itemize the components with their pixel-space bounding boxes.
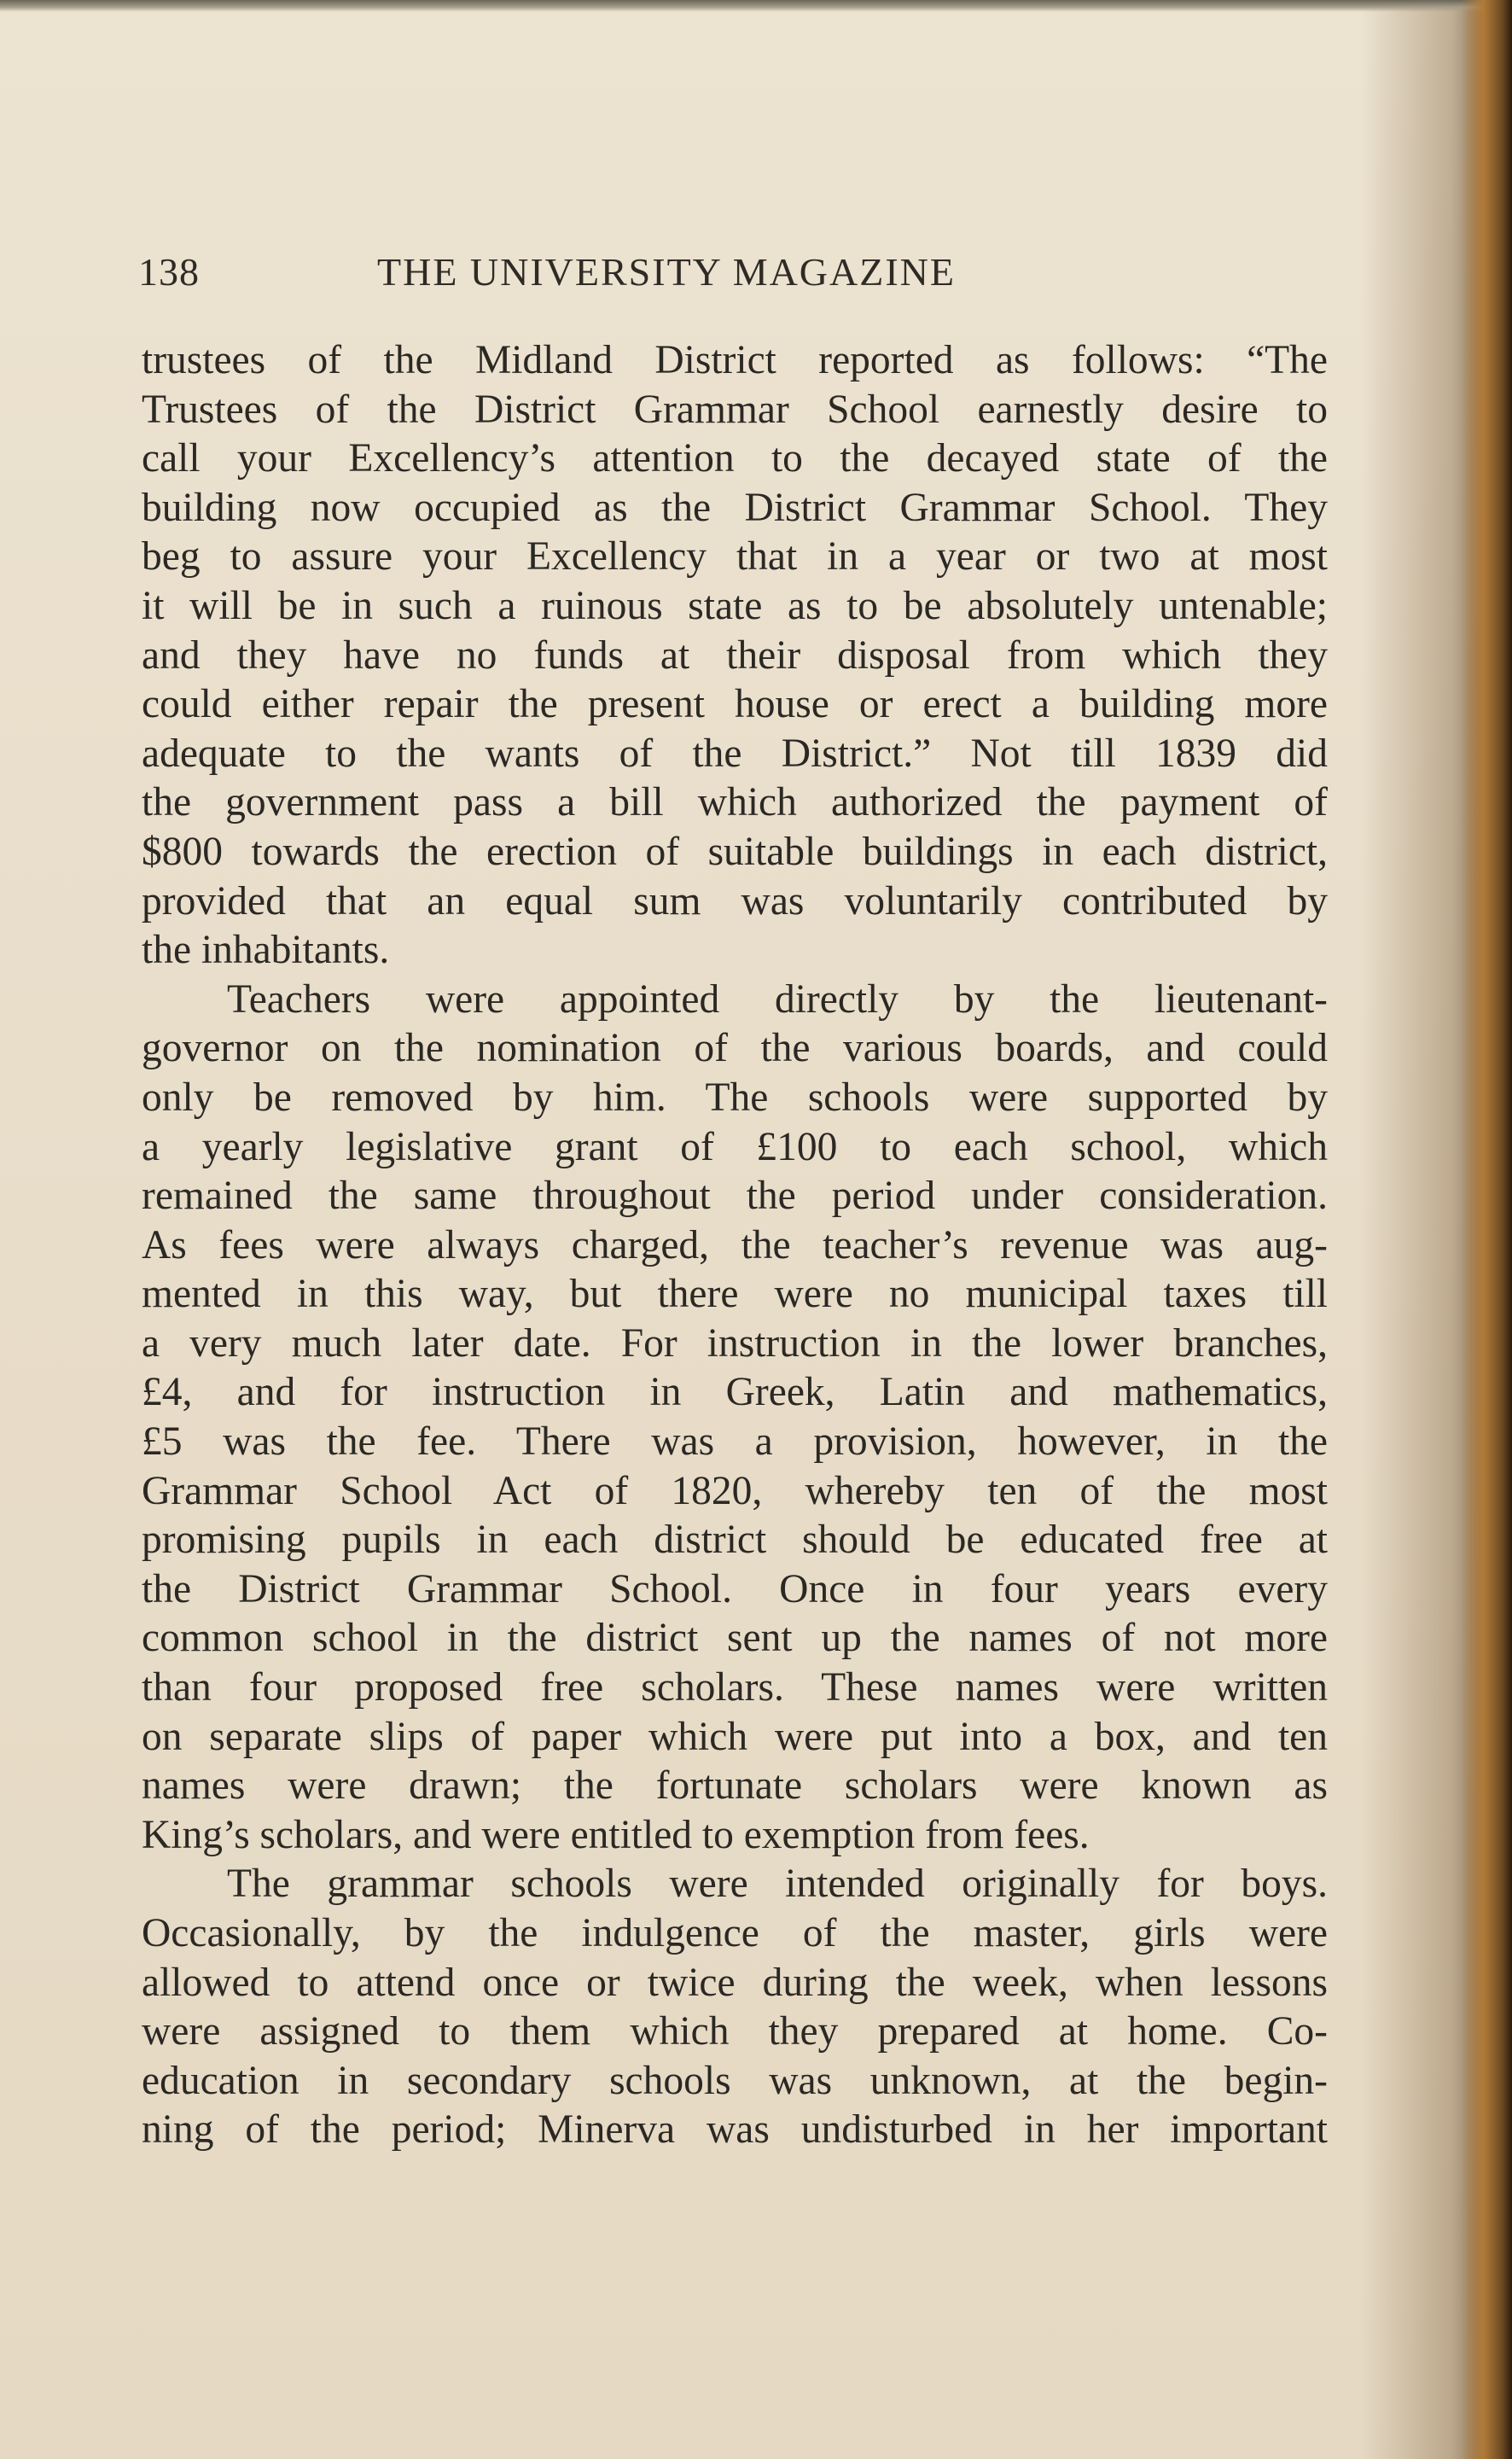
text-line: building now occupied as the District Grammar School. They [142, 485, 1328, 530]
text-line: call your Excellency’s attention to the decayed state of the [142, 436, 1328, 481]
text-line: it will be in such a ruinous state as to be absolutely untenable; [142, 583, 1328, 628]
text-line: a yearly legislative grant of £100 to each school, which [142, 1124, 1328, 1169]
text-line: and they have no funds at their disposal from which they [142, 632, 1328, 678]
text-line: allowed to attend once or twice during the week, when lessons [142, 1960, 1328, 2005]
text-line: Grammar School Act of 1820, whereby ten of the most [142, 1468, 1328, 1513]
text-line: remained the same throughout the period under consideration. [142, 1174, 1328, 1219]
text-line: a very much later date. For instruction in the lower branches, [142, 1320, 1328, 1366]
text-line: the District Grammar School. Once in four years every [142, 1566, 1328, 1611]
body-text [142, 336, 1328, 2155]
running-title: THE UNIVERSITY MAGAZINE [377, 250, 956, 294]
text-line: Teachers were appointed directly by the lieutenant- [227, 976, 1328, 1022]
paragraph [142, 336, 1328, 976]
text-line: $800 towards the erection of suitable buildings in each district, [142, 829, 1328, 874]
paragraph [142, 1860, 1328, 2155]
text-line: provided that an equal sum was voluntarily contributed by [142, 878, 1328, 924]
text-line: names were drawn; the fortunate scholars were known as [142, 1763, 1328, 1809]
page-number: 138 [138, 250, 200, 294]
text-line: common school in the district sent up the names of not more [142, 1616, 1328, 1661]
text-line: The grammar schools were intended originally for boys. [227, 1862, 1328, 1907]
page-top-edge [0, 0, 1512, 12]
text-line: promising pupils in each district should be educated free at [142, 1518, 1328, 1563]
text-line: than four proposed free scholars. These names were written [142, 1665, 1328, 1710]
text-line: only be removed by him. The schools were supported by [142, 1075, 1328, 1120]
text-line: were assigned to them which they prepared at home. Co- [142, 2009, 1328, 2054]
text-line: mented in this way, but there were no municipal taxes till [142, 1272, 1328, 1317]
text-line: beg to assure your Excellency that in a year or two at most [142, 534, 1328, 580]
text-line: could either repair the present house or erect a building more [142, 682, 1328, 727]
text-line: trustees of the Midland District reported as follows: “The [142, 338, 1328, 382]
text-line: the inhabitants. [142, 928, 390, 973]
text-line: £4, and for instruction in Greek, Latin and mathematics, [142, 1370, 1328, 1415]
text-line: adequate to the wants of the District.” Not till 1839 did [142, 731, 1328, 776]
text-line: governor on the nomination of the various boards, and could [142, 1026, 1328, 1071]
text-line: £5 was the fee. There was a provision, however, in the [142, 1419, 1328, 1465]
book-spine-edge [1461, 0, 1512, 2459]
text-line: on separate slips of paper which were put into a box, and ten [142, 1714, 1328, 1759]
text-line: King’s scholars, and were entitled to exemption from fees. [142, 1812, 1090, 1857]
text-line: Trustees of the District Grammar School earnestly desire to [142, 387, 1328, 432]
text-line: Occasionally, by the indulgence of the master, girls were [142, 1911, 1328, 1955]
paragraph [142, 976, 1328, 1861]
text-line: ning of the period; Minerva was undisturbed in her important [142, 2107, 1328, 2153]
page-header [138, 249, 1333, 300]
text-line: education in secondary schools was unknown, at the begin- [142, 2058, 1328, 2103]
text-line: As fees were always charged, the teacher’s revenue was aug- [142, 1222, 1328, 1267]
text-line: the government pass a bill which authorized the payment of [142, 780, 1328, 825]
